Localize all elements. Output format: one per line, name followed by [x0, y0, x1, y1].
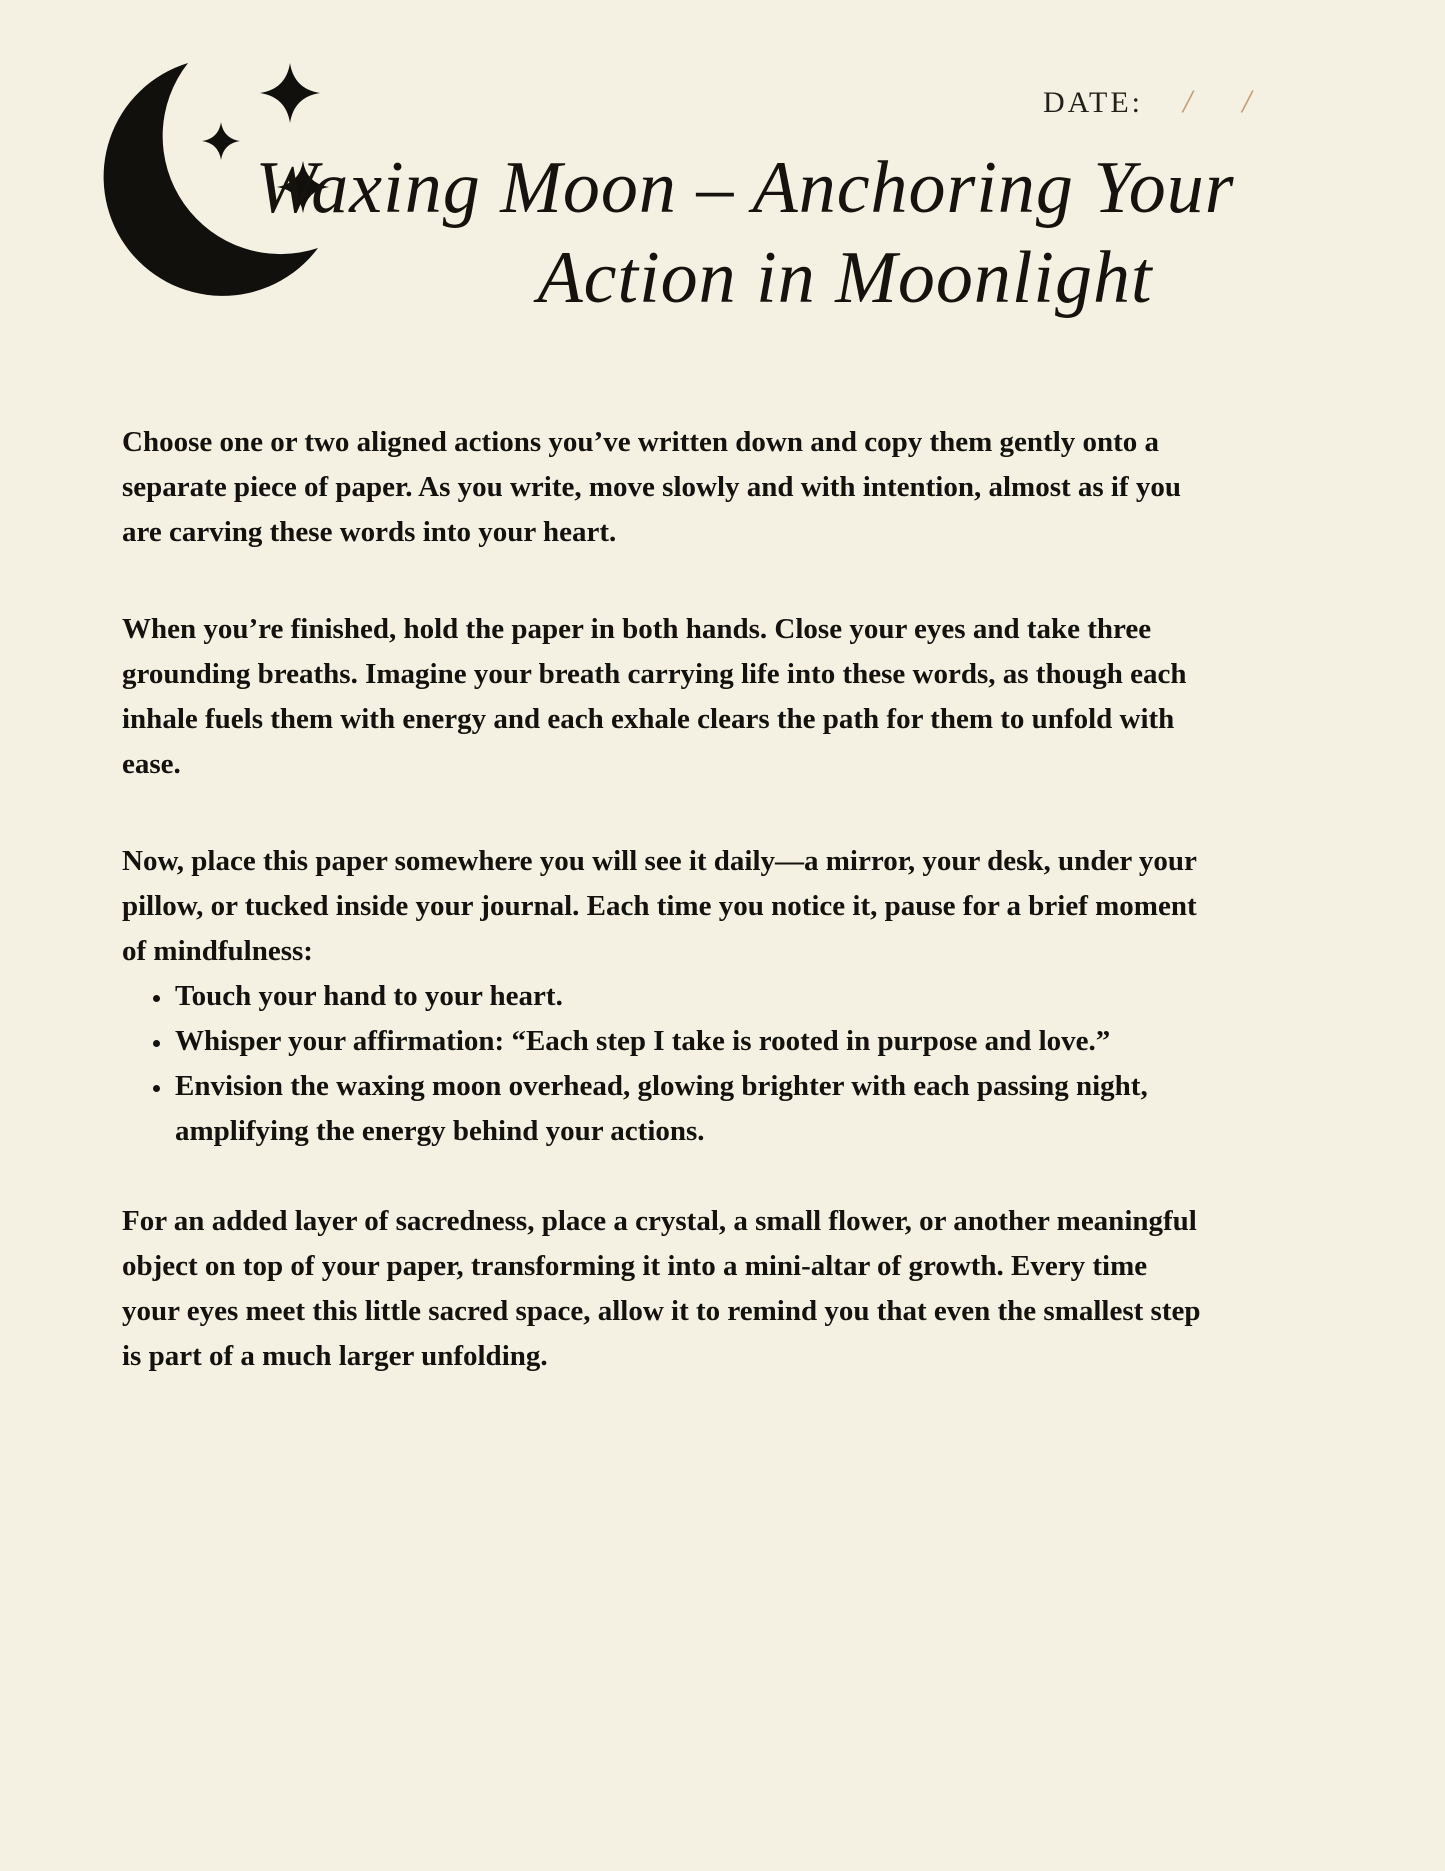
page-title: [240, 143, 1250, 323]
sparkle-star-icon: [202, 122, 240, 160]
title-line-2: Action in Moonlight: [537, 237, 1153, 319]
title-line-1: Waxing Moon – Anchoring Your: [255, 147, 1235, 229]
body-text: [122, 420, 1202, 1431]
list-item: • Envision the waxing moon overhead, glowing brighter with each passing night, amplifying the energy behind your actions.: [173, 1064, 1202, 1154]
body-paragraph: Now, place this paper somewhere you will see it daily—a mirror, your desk, under your pillow, or tucked inside your journal. Each time you notice it, pause for a brief moment of mindfulness:: [122, 845, 1197, 967]
date-slash-1: /: [1183, 84, 1193, 120]
body-paragraph: Choose one or two aligned actions you’ve written down and copy them gently onto a separate piece of paper. As you write, move slowly and with intention, almost as if you are carving these words into your heart.: [122, 426, 1182, 548]
date-field: [1043, 84, 1251, 121]
date-slash-2: /: [1242, 84, 1252, 120]
list-item: • Whisper your affirmation: “Each step I take is rooted in purpose and love.”: [173, 1019, 1202, 1064]
body-paragraph: For an added layer of sacredness, place a crystal, a small flower, or another meaningful object on top of your paper, transforming it into a mini-altar of growth. Every time your eyes meet this little sacred space, allow it to remind you that even the smallest step is part of a much larger unfolding.: [122, 1205, 1201, 1372]
sparkle-star-icon: [260, 63, 320, 123]
mindfulness-list: [122, 974, 1202, 1154]
body-paragraph: When you’re finished, hold the paper in both hands. Close your eyes and take three grounding breaths. Imagine your breath carrying life into these words, as though each inhale fuels them with energy and each exhale clears the path for them to unfold with ease.: [122, 613, 1187, 780]
list-item: • Touch your hand to your heart.: [173, 974, 1202, 1019]
date-label: DATE:: [1043, 86, 1143, 119]
